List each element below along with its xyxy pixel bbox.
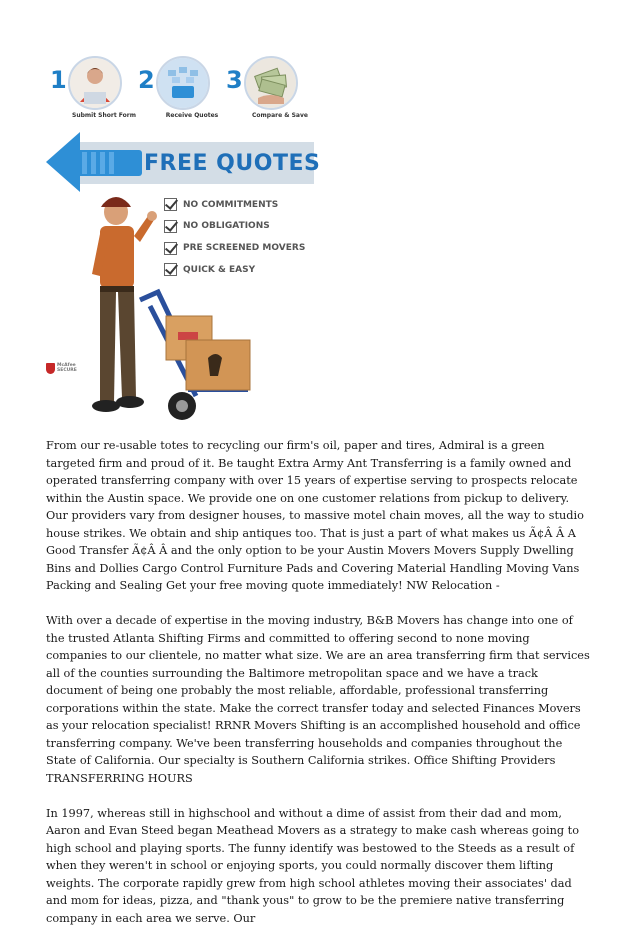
step-3 <box>226 52 316 122</box>
step-number: 3 <box>226 66 243 94</box>
form-user-icon <box>68 56 122 110</box>
arrow-left-icon <box>46 132 80 192</box>
mcafee-secure-badge <box>46 360 84 376</box>
badge-line-1: McAfee <box>57 363 76 368</box>
checklist-label: NO COMMITMENTS <box>183 199 279 210</box>
paragraph-2: With over a decade of expertise in the moving industry, B&B Movers has change into one of the trusted Atlanta Shifting Firms and committed to offering second to none moving companies to our clientele, no matter what size. We are an area transferring firm that services all of the counties surrounding the Baltimore metropolitan space and we have a track document of being one probably the most reliable, affordable, professional transferring corporations within the state. Make the correct transfer today and selected Finances Movers as your relocation specialist! RRNR Movers Shifting is an accomplished household and office transferring company. We've been transferring households and companies throughout the State of California. Our specialty is Southern California strikes. Office Shifting Providers TRANSFERRING HOURS <box>46 614 590 785</box>
checklist-item <box>164 238 314 259</box>
step-label: Compare & Save <box>252 112 308 119</box>
checklist-label: QUICK & EASY <box>183 264 256 275</box>
money-icon <box>244 56 298 110</box>
article-body <box>46 437 594 945</box>
step-1 <box>50 52 140 122</box>
paragraph-1: From our re-usable totes to recycling our firm's oil, paper and tires, Admiral is a green targeted firm and proud of it. Be taught Extra Army Ant Transferring is a family owned and operated transferring company with over 15 years of expertise serving to prospects relocate within the Austin space. We provide one on one customer relations from pickup to delivery. Our providers vary from designer houses, to massive motel chain moves, all the way to studio house strikes. We obtain and ship antiques too. That is just a part of what makes us Ã¢Â Â A Good Transfer Ã¢Â Â and the only option to be your Austin Movers Movers Supply Dwelling Bins and Dollies Cargo Control Furniture Pads and Covering Material Handling Moving Vans Packing and Sealing Get your free moving quote immediately! NW Relocation - <box>46 439 584 592</box>
paragraph-3: In 1997, whereas still in highschool and without a dime of assist from their dad and mom, Aaron and Evan Steed began Meathead Movers as a strategy to make cash whereas going to high school and playing sports. The funny identify was bestowed to the Steeds as a result of when they weren't in school or enjoying sports, you could normally discover them lifting weights. The corporate rapidly grew from high school athletes moving their associates' dad and mom for ideas, pizza, and "thank yous" to grow to be the premiere native transferring company in each area we serve. Our <box>46 806 580 925</box>
checkbox-checked-icon <box>164 220 177 233</box>
checklist-label: NO OBLIGATIONS <box>183 221 270 232</box>
free-quotes-banner <box>46 132 321 192</box>
checkbox-checked-icon <box>164 242 177 255</box>
step-number: 2 <box>138 66 155 94</box>
checklist-item <box>164 216 314 237</box>
steps-banner <box>50 52 310 122</box>
checklist-label: PRE SCREENED MOVERS <box>183 243 306 254</box>
step-label: Submit Short Form <box>72 112 136 119</box>
quotes-icon <box>156 56 210 110</box>
checklist-item <box>164 259 314 280</box>
benefits-checklist <box>164 194 314 281</box>
step-number: 1 <box>50 66 67 94</box>
arrow-shaft <box>76 150 142 176</box>
shield-icon <box>46 363 55 374</box>
checkbox-checked-icon <box>164 263 177 276</box>
step-label: Receive Quotes <box>165 112 219 119</box>
step-2 <box>138 52 228 122</box>
banner-title: FREE QUOTES <box>144 150 321 176</box>
checkbox-checked-icon <box>164 198 177 211</box>
badge-line-2: SECURE <box>57 368 77 373</box>
checklist-item <box>164 194 314 215</box>
